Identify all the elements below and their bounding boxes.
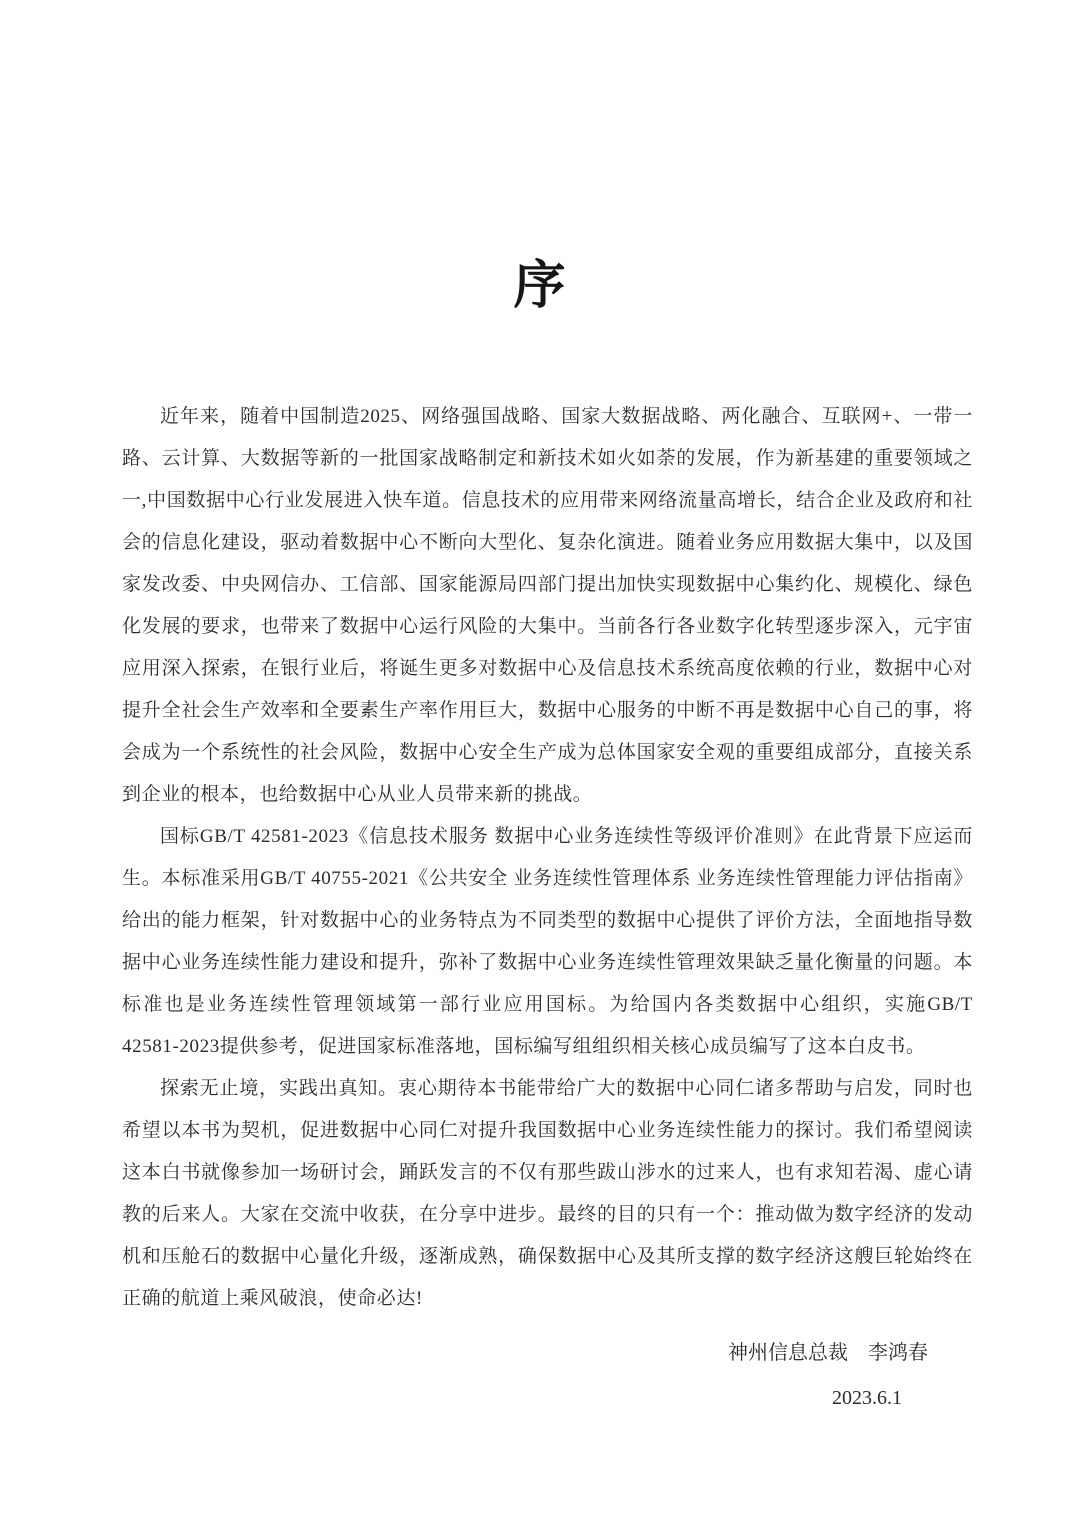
preface-paragraph-1: 近年来，随着中国制造2025、网络强国战略、国家大数据战略、两化融合、互联网+、一带一路、云计算、大数据等新的一批国家战略制定和新技术如火如荼的发展，作为新基建的重要领域之一,中国数据中心行业发展进入快车道。信息技术的应用带来网络流量高增长，结合企业及政府和社会的信息化建设，驱动着数据中心不断向大型化、复杂化演进。随着业务应用数据大集中，以及国家发改委、中央网信办、工信部、国家能源局四部门提出加快实现数据中心集约化、规模化、绿色化发展的要求，也带来了数据中心运行风险的大集中。当前各行各业数字化转型逐步深入，元宇宙应用深入探索，在银行业后，将诞生更多对数据中心及信息技术系统高度依赖的行业，数据中心对提升全社会生产效率和全要素生产率作用巨大，数据中心服务的中断不再是数据中心自己的事，将会成为一个系统性的社会风险，数据中心安全生产成为总体国家安全观的重要组成部分，直接关系到企业的根本，也给数据中心从业人员带来新的挑战。 (122, 406, 973, 805)
preface-paragraph-3: 探索无止境，实践出真知。衷心期待本书能带给广大的数据中心同仁诸多帮助与启发，同时也希望以本书为契机，促进数据中心同仁对提升我国数据中心业务连续性能力的探讨。我们希望阅读这本白书就像参加一场研讨会，踊跃发言的不仅有那些跋山涉水的过来人，也有求知若渴、虚心请教的后来人。大家在交流中收获，在分享中进步。最终的目的只有一个：推动做为数字经济的发动机和压舱石的数据中心量化升级，逐渐成熟，确保数据中心及其所支撑的数字经济这艘巨轮始终在正确的航道上乘风破浪，使命必达! (122, 1078, 973, 1309)
signature-author: 神州信息总裁 李鸿春 (728, 1342, 928, 1364)
preface-body (0, 396, 1080, 1320)
page-title: 序 (513, 258, 567, 315)
preface-paragraph-2: 国标GB/T 42581-2023《信息技术服务 数据中心业务连续性等级评价准则》在此背景下应运而生。本标准采用GB/T 40755-2021《公共安全 业务连续性管理体系 业务连续性管理能力评估指南》给出的能力框架，针对数据中心的业务特点为不同类型的数据中心提供了评价方法，全面地指导数据中心业务连续性能力建设和提升，弥补了数据中心业务连续性管理效果缺乏量化衡量的问题。本标准也是业务连续性管理领域第一部行业应用国标。为给国内各类数据中心组织，实施GB/T 42581-2023提供参考，促进国家标准落地，国标编写组组织相关核心成员编写了这本白皮书。 (122, 826, 973, 1057)
signature-date: 2023.6.1 (832, 1387, 902, 1409)
